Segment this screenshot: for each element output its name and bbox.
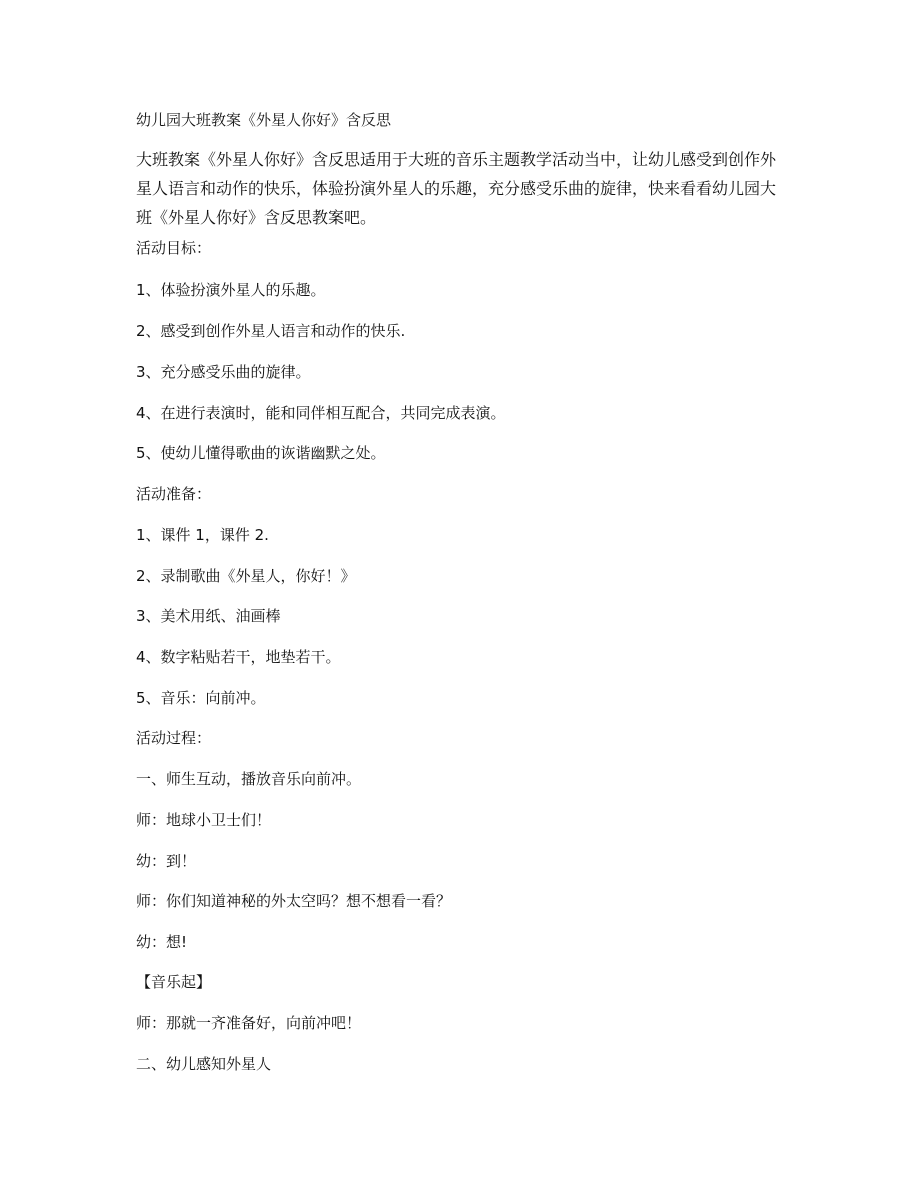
goal-item: 1、体验扮演外星人的乐趣。 [136,281,326,299]
goal-item: 2、感受到创作外星人语言和动作的快乐. [136,322,406,340]
dialogue-line: 师：地球小卫士们！ [136,811,272,829]
goal-item: 4、在进行表演时，能和同伴相互配合，共同完成表演。 [136,404,506,422]
goal-item: 3、充分感受乐曲的旋律。 [136,363,311,381]
section-heading-goals: 活动目标： [136,239,212,257]
intro-paragraph: 大班教案《外星人你好》含反思适用于大班的音乐主题教学活动当中，让幼儿感受到创作外星人语言和动作的快乐，体验扮演外星人的乐趣，充分感受乐曲的旋律，快来看看幼儿园大班《外星人你好》含反思教案吧。 [136,150,777,227]
preparation-item: 4、数字粘贴若干，地垫若干。 [136,648,341,666]
dialogue-line: 幼：到！ [136,852,197,870]
preparation-item: 1、课件 1，课件 2. [136,526,269,544]
preparation-item: 5、音乐：向前冲。 [136,689,266,707]
preparation-item: 2、录制歌曲《外星人，你好！》 [136,567,356,585]
stage-direction: 【音乐起】 [136,973,212,991]
preparation-item: 3、美术用纸、油画棒 [136,607,281,625]
dialogue-line: 师：那就一齐准备好，向前冲吧！ [136,1014,362,1032]
dialogue-line: 幼：想! [136,933,188,951]
process-step-heading: 一、师生互动，播放音乐向前冲。 [136,770,362,788]
document-title: 幼儿园大班教案《外星人你好》含反思 [136,111,392,129]
goal-item: 5、使幼儿懂得歌曲的诙谐幽默之处。 [136,444,386,462]
dialogue-line: 师：你们知道神秘的外太空吗？想不想看一看？ [136,892,452,910]
process-step-heading: 二、幼儿感知外星人 [136,1055,272,1073]
section-heading-process: 活动过程： [136,729,212,747]
section-heading-preparation: 活动准备： [136,485,212,503]
